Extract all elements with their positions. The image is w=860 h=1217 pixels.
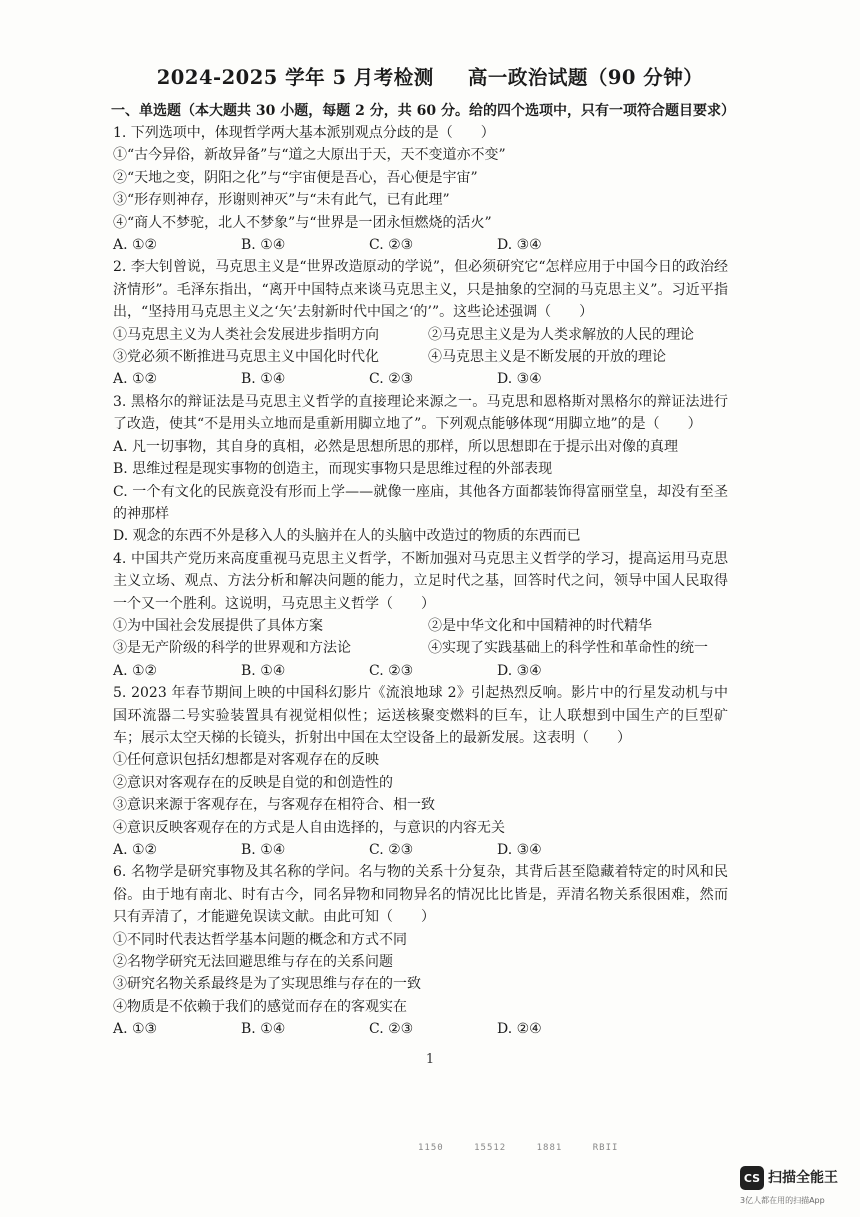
- exam-title-term: 2024-2025 学年 5 月考检测: [156, 66, 434, 89]
- option-b: B. ①④: [241, 842, 286, 858]
- camscanner-logo-icon: CS: [740, 1166, 764, 1190]
- statement: ④马克思主义是不断发展的开放的理论: [428, 349, 666, 366]
- scan-artifact: 15512: [474, 1143, 507, 1153]
- choice-d: D. 观念的东西不外是移入人的头脑并在人的头脑中改造过的物质的东西而已: [113, 528, 581, 545]
- option-a: A. ①②: [113, 237, 158, 254]
- option-d: D. ③④: [497, 237, 542, 254]
- statement: ③党必须不断推进马克思主义中国化时代化: [113, 349, 379, 366]
- statement: ①不同时代表达哲学基本问题的概念和方式不同: [113, 931, 407, 948]
- answer-options: [113, 660, 728, 682]
- answer-options: [113, 839, 728, 861]
- statement: ③是无产阶级的科学的世界观和方法论: [113, 640, 351, 657]
- statement: ①马克思主义为人类社会发展进步指明方向: [113, 326, 379, 343]
- answer-options: [113, 1018, 728, 1040]
- question-stem: 3. 黑格尔的辩证法是马克思主义哲学的直接理论来源之一。马克思和恩格斯对黑格尔的辩证法进行了改造，使其“不是用头立地而是重新用脚立地了”。下列观点能够体现“用脚立地”的是（ ）: [113, 393, 728, 433]
- statement: ②是中华文化和中国精神的时代精华: [428, 617, 652, 634]
- choice-b: B. 思维过程是现实事物的创造主，而现实事物只是思维过程的外部表现: [113, 461, 553, 478]
- question-6: [113, 861, 728, 1040]
- question-stem: 1. 下列选项中，体现哲学两大基本派别观点分歧的是（ ）: [113, 125, 495, 141]
- statement: ②“天地之变，阴阳之化”与“宇宙便是吾心，吾心便是宇宙”: [113, 169, 478, 186]
- statement: ①任何意识包括幻想都是对客观存在的反映: [113, 752, 379, 769]
- answer-options: [113, 368, 728, 390]
- statement: ④“商人不梦驼，北人不梦象”与“世界是一团永恒燃烧的活火”: [113, 214, 492, 231]
- question-stem: 2. 李大钊曾说，马克思主义是“世界改造原动的学说”，但必须研究它“怎样应用于中国今日的政治经济情形”。毛泽东指出，“离开中国特点来谈马克思主义，只是抽象的空洞的马克思主义”。习近平指出，“坚持用马克思主义之‘矢’去射新时代中国之‘的’”。这些论述强调（ ）: [113, 259, 728, 321]
- question-stem: 6. 名物学是研究事物及其名称的学问。名与物的关系十分复杂，其背后甚至隐藏着特定的时风和民俗。由于地有南北、时有古今，同名异物和同物异名的情况比比皆是，弄清名物关系很困难，然而只有弄清了，才能避免误读文献。由此可知（ ）: [113, 864, 728, 926]
- option-d: D. ③④: [497, 662, 542, 679]
- statement: ①“古今异俗，新故异备”与“道之大原出于天，天不变道亦不变”: [113, 147, 506, 164]
- question-1: [113, 122, 728, 256]
- option-c: C. ②③: [369, 237, 414, 254]
- exam-title-subject: 高一政治试题（90 分钟）: [467, 66, 704, 89]
- statement: ②意识对客观存在的反映是自觉的和创造性的: [113, 774, 393, 791]
- question-stem: 5. 2023 年春节期间上映的中国科幻影片《流浪地球 2》引起热烈反响。影片中的行星发动机与中国环流器二号实验装置具有视觉相似性；运送核聚变燃料的巨车，让人联想到中国生产的巨型矿车；展示太空天梯的长镜头，折射出中国在太空设备上的最新发展。这表明（ ）: [113, 685, 728, 746]
- option-c: C. ②③: [369, 371, 414, 388]
- statement: ④物质是不依赖于我们的感觉而存在的客观实在: [113, 998, 407, 1015]
- question-5: [113, 682, 728, 861]
- option-b: B. ①④: [241, 371, 286, 388]
- exam-title: [0, 62, 860, 90]
- scan-artifacts: [418, 1143, 642, 1153]
- option-a: A. ①②: [113, 371, 158, 388]
- scan-artifact: 1881: [536, 1143, 563, 1153]
- option-d: D. ③④: [497, 371, 542, 388]
- section-heading: 一、单选题（本大题共 30 小题，每题 2 分，共 60 分。给的四个选项中，只有一项符合题目要求）: [111, 103, 735, 119]
- statement: ③研究名物关系最终是为了实现思维与存在的一致: [113, 976, 421, 993]
- scan-artifact: RBII: [592, 1143, 619, 1153]
- statement: ②名物学研究无法回避思维与存在的关系问题: [113, 954, 393, 971]
- page-number: 1: [425, 1052, 435, 1067]
- choice-c: C. 一个有文化的民族竟没有形而上学——就像一座庙，其他各方面都装饰得富丽堂皇，却没有至圣的神那样: [113, 483, 728, 522]
- option-c: C. ②③: [369, 842, 414, 858]
- statement: ①为中国社会发展提供了具体方案: [113, 617, 323, 634]
- statement: ②马克思主义是为人类求解放的人民的理论: [428, 326, 694, 343]
- statement-row: [113, 615, 728, 637]
- statement-row: [113, 324, 728, 346]
- scanner-app-name: 扫描全能王: [768, 1170, 838, 1186]
- option-b: B. ①④: [241, 662, 286, 679]
- option-a: A. ①②: [113, 842, 158, 858]
- exam-content: [111, 100, 735, 1041]
- statement-row: [113, 346, 728, 368]
- option-d: D. ③④: [497, 842, 542, 858]
- option-d: D. ②④: [497, 1021, 542, 1038]
- scanner-app-tagline: 3亿人都在用的扫描App: [740, 1196, 825, 1205]
- statement: ④实现了实践基础上的科学性和革命性的统一: [428, 640, 708, 657]
- option-c: C. ②③: [369, 1021, 414, 1038]
- question-stem: 4. 中国共产党历来高度重视马克思主义哲学，不断加强对马克思主义哲学的学习，提高运用马克思主义立场、观点、方法分析和解决问题的能力，立足时代之基，回答时代之问，领导中国人民取得一个又一个胜利。这说明，马克思主义哲学（ ）: [113, 550, 728, 612]
- statement: ④意识反映客观存在的方式是人自由选择的，与意识的内容无关: [113, 819, 505, 836]
- option-a: A. ①③: [113, 1021, 158, 1038]
- option-b: B. ①④: [241, 237, 286, 254]
- option-c: C. ②③: [369, 662, 414, 679]
- scan-artifact: 1150: [418, 1143, 444, 1153]
- option-b: B. ①④: [241, 1021, 286, 1038]
- answer-options: [113, 234, 728, 256]
- choice-a: A. 凡一切事物，其自身的真相，必然是思想所思的那样，所以思想即在于提示出对像的真理: [113, 438, 679, 455]
- question-4: [113, 548, 728, 682]
- statement-row: [113, 637, 728, 659]
- question-3: [113, 391, 728, 548]
- statement: ③意识来源于客观存在，与客观存在相符合、相一致: [113, 797, 435, 814]
- option-a: A. ①②: [113, 662, 158, 679]
- statement: ③“形存则神存，形谢则神灭”与“未有此气，已有此理”: [113, 192, 450, 209]
- question-2: [113, 256, 728, 390]
